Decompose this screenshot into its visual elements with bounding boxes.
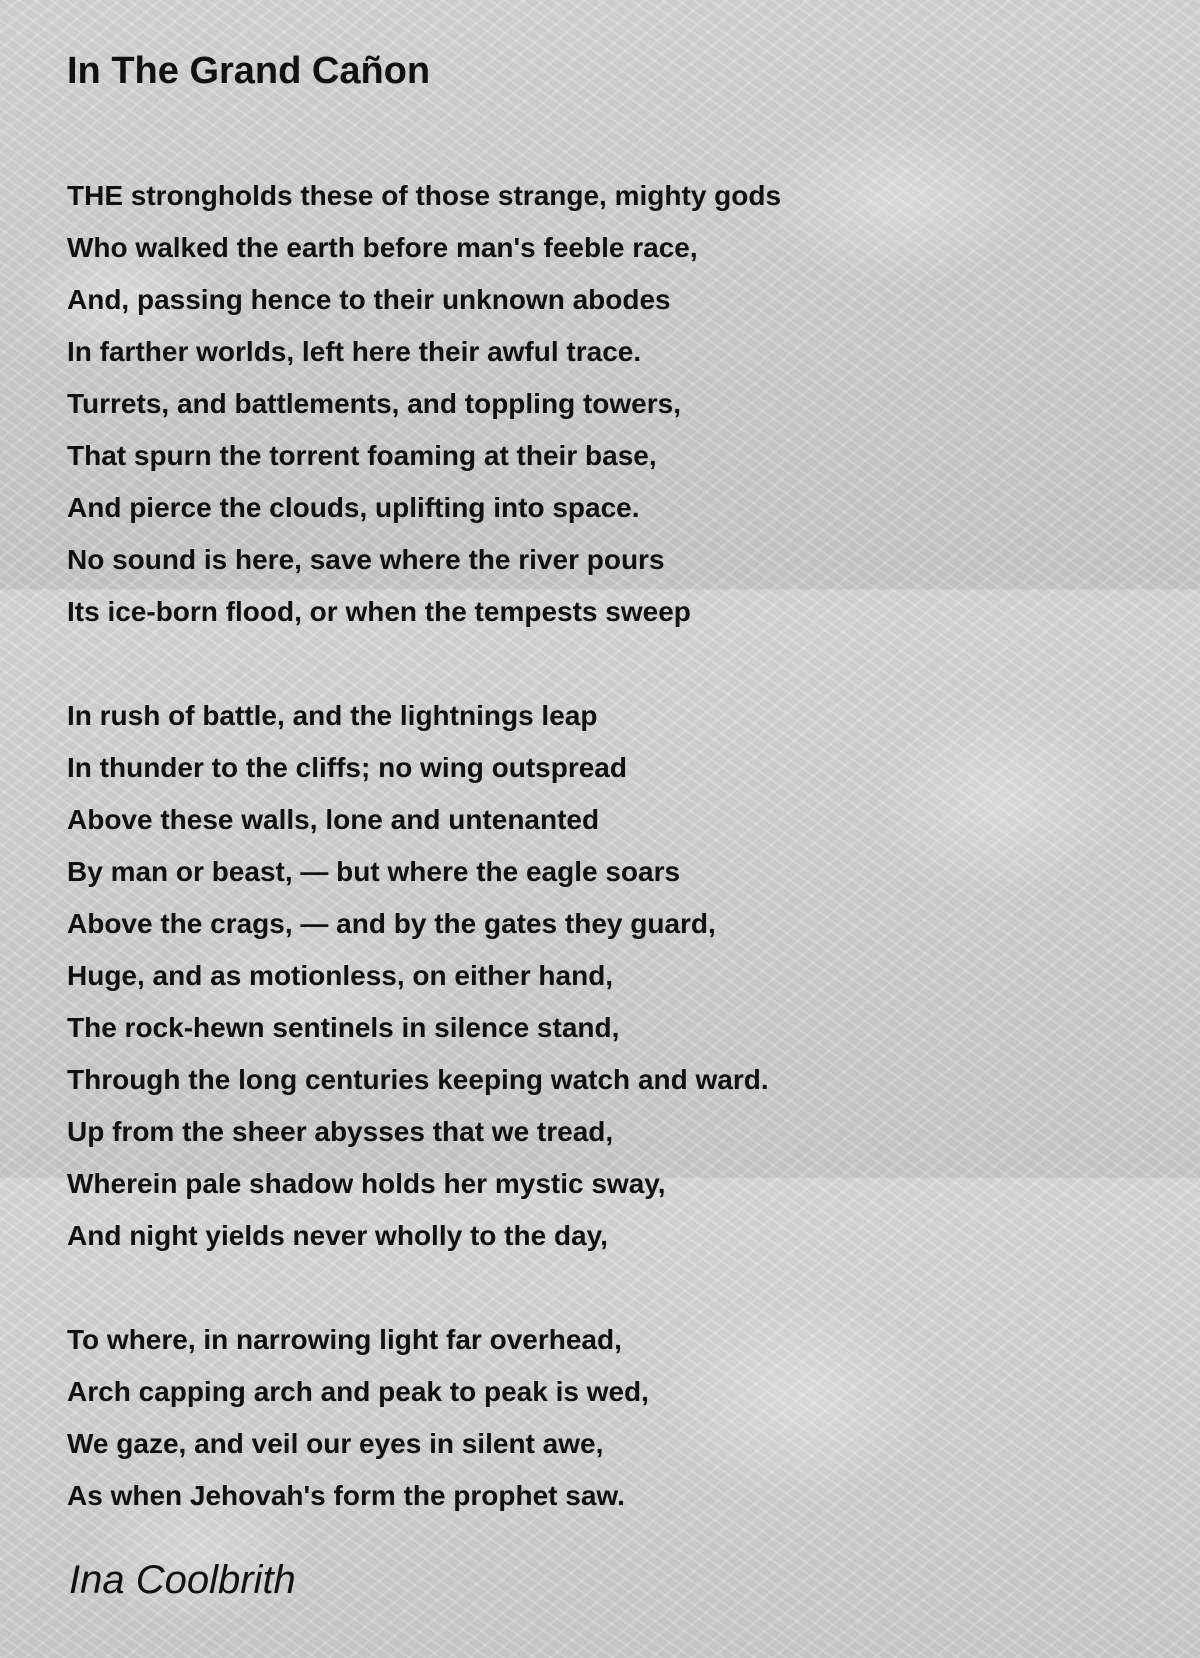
poem-line: That spurn the torrent foaming at their base, bbox=[67, 440, 657, 471]
poem-line: Up from the sheer abysses that we tread, bbox=[67, 1116, 614, 1147]
poem-line: Above the crags, — and by the gates they guard, bbox=[67, 908, 716, 939]
poem-line: In thunder to the cliffs; no wing outspread bbox=[67, 752, 627, 783]
poem-author: Ina Coolbrith bbox=[69, 1558, 296, 1602]
poem-line: And pierce the clouds, uplifting into space. bbox=[67, 492, 640, 523]
poem-line: To where, in narrowing light far overhead, bbox=[67, 1324, 622, 1355]
poem-line: By man or beast, — but where the eagle soars bbox=[67, 856, 681, 887]
poem-line: Wherein pale shadow holds her mystic sway, bbox=[67, 1168, 666, 1199]
poem-line: Its ice-born flood, or when the tempests sweep bbox=[67, 596, 691, 627]
poem-line: Above these walls, lone and untenanted bbox=[67, 804, 600, 835]
poem-line: The rock-hewn sentinels in silence stand, bbox=[67, 1012, 620, 1043]
poem-line: THE strongholds these of those strange, mighty gods bbox=[67, 180, 782, 211]
poem-line: In farther worlds, left here their awful trace. bbox=[67, 336, 642, 367]
poem-line: Through the long centuries keeping watch and ward. bbox=[67, 1064, 769, 1095]
poem-line: Turrets, and battlements, and toppling towers, bbox=[67, 388, 681, 419]
poem-line: And night yields never wholly to the day, bbox=[67, 1220, 608, 1251]
poem-line: We gaze, and veil our eyes in silent awe, bbox=[67, 1428, 604, 1459]
stanza-1 bbox=[67, 170, 1147, 638]
poem-line: Who walked the earth before man's feeble race, bbox=[67, 232, 698, 263]
poem-line: Huge, and as motionless, on either hand, bbox=[67, 960, 614, 991]
poem-line: No sound is here, save where the river pours bbox=[67, 544, 665, 575]
poem-title: In The Grand Cañon bbox=[67, 50, 431, 92]
poem-line: As when Jehovah's form the prophet saw. bbox=[67, 1480, 625, 1511]
poem-body bbox=[67, 170, 1147, 1522]
poem-line: Arch capping arch and peak to peak is wed, bbox=[67, 1376, 649, 1407]
stanza-2 bbox=[67, 690, 1147, 1262]
poem-container bbox=[67, 48, 1147, 1522]
stanza-3 bbox=[67, 1314, 1147, 1522]
poem-line: And, passing hence to their unknown abodes bbox=[67, 284, 671, 315]
poem-line: In rush of battle, and the lightnings leap bbox=[67, 700, 598, 731]
